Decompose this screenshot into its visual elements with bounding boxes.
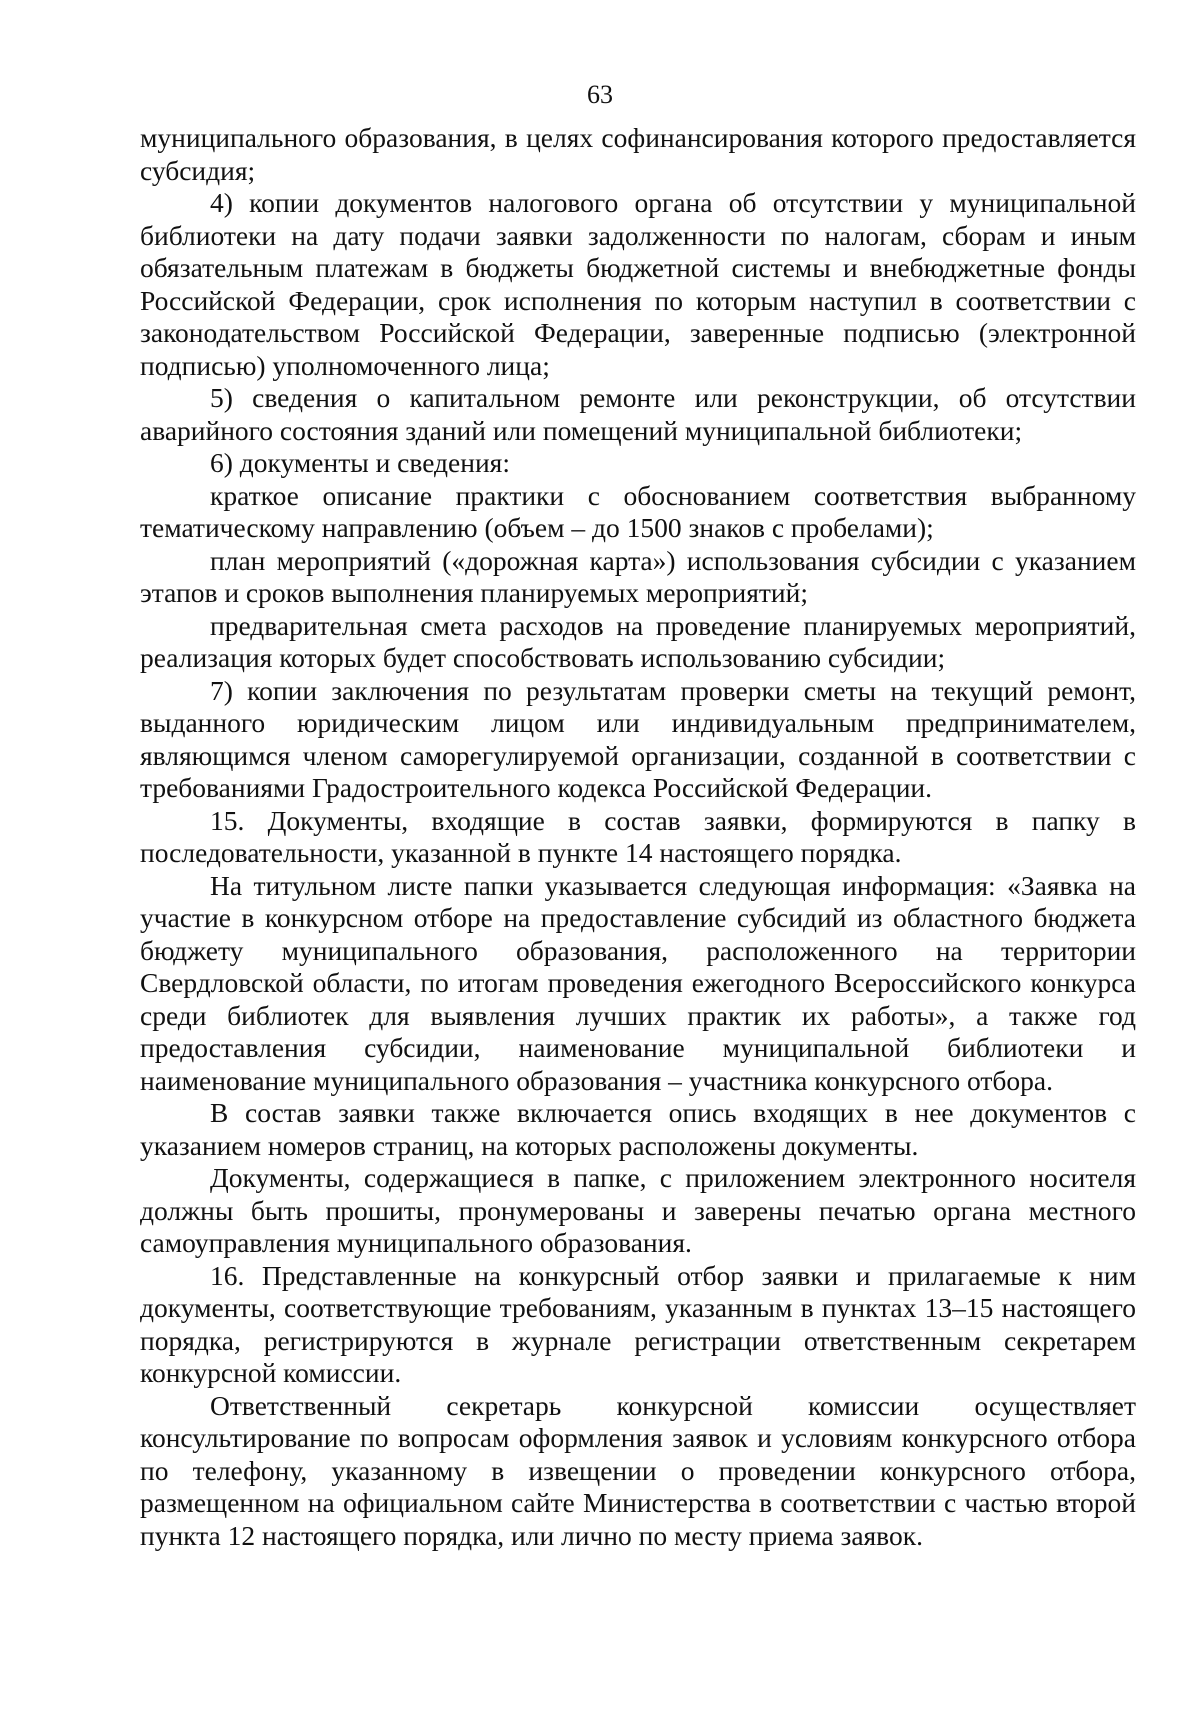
- paragraph-item-6-description: краткое описание практики с обоснованием соответствия выбранному тематическому направлению (объем – до 1500 знаков с пробелами);: [140, 479, 1136, 543]
- paragraph-item-6: 6) документы и сведения:: [210, 447, 510, 478]
- document-body: [140, 122, 1136, 1552]
- paragraph-title-page-info: На титульном листе папки указывается следующая информация: «Заявка на участие в конкурсном отборе на предоставление субсидий из областного бюджета бюджету муниципального образования, расположенного на территории Свердловской области, по итогам проведения ежегодного Всероссийского конкурса среди библиотек для выявления лучших практик их работы», а также год предоставления субсидии, наименование муниципальной библиотеки и наименование муниципального образования – участника конкурсного отбора.: [140, 869, 1136, 1096]
- paragraph-item-4: 4) копии документов налогового органа об отсутствии у муниципальной библиотеки на дату подачи заявки задолженности по налогам, сборам и иным обязательным платежам в бюджеты бюджетной системы и внебюджетные фонды Российской Федерации, срок исполнения по которым наступил в соответствии с законодательством Российской Федерации, заверенные подписью (электронной подписью) уполномоченного лица;: [140, 187, 1136, 381]
- paragraph-item-7: 7) копии заключения по результатам проверки сметы на текущий ремонт, выданного юридическим лицом или индивидуальным предпринимателем, являющимся членом саморегулируемой организации, созданной в соответствии с требованиями Градостроительного кодекса Российской Федерации.: [140, 674, 1136, 803]
- paragraph-section-15: 15. Документы, входящие в состав заявки, формируются в папку в последовательности, указанной в пункте 14 настоящего порядка.: [140, 804, 1136, 868]
- paragraph-consultation: Ответственный секретарь конкурсной комиссии осуществляет консультирование по вопросам оформления заявок и условиям конкурсного отбора по телефону, указанному в извещении о проведении конкурсного отбора, размещенном на официальном сайте Министерства в соответствии с частью второй пункта 12 настоящего порядка, или лично по месту приема заявок.: [140, 1389, 1136, 1551]
- paragraph-item-5: 5) сведения о капитальном ремонте или реконструкции, об отсутствии аварийного состояния зданий или помещений муниципальной библиотеки;: [140, 382, 1136, 446]
- paragraph-section-16: 16. Представленные на конкурсный отбор заявки и прилагаемые к ним документы, соответствующие требованиям, указанным в пунктах 13–15 настоящего порядка, регистрируются в журнале регистрации ответственным секретарем конкурсной комиссии.: [140, 1259, 1136, 1388]
- paragraph-binding: Документы, содержащиеся в папке, с приложением электронного носителя должны быть прошиты, пронумерованы и заверены печатью органа местного самоуправления муниципального образования.: [140, 1162, 1136, 1258]
- paragraph-item-6-plan: план мероприятий («дорожная карта») использования субсидии с указанием этапов и сроков выполнения планируемых мероприятий;: [140, 544, 1136, 608]
- page-number: 63: [587, 80, 613, 109]
- paragraph-item-6-estimate: предварительная смета расходов на проведение планируемых мероприятий, реализация которых будет способствовать использованию субсидии;: [140, 609, 1136, 673]
- paragraph-inventory: В состав заявки также включается опись входящих в нее документов с указанием номеров страниц, на которых расположены документы.: [140, 1097, 1136, 1161]
- paragraph-continuation: муниципального образования, в целях софинансирования которого предоставляется субсидия;: [140, 122, 1136, 186]
